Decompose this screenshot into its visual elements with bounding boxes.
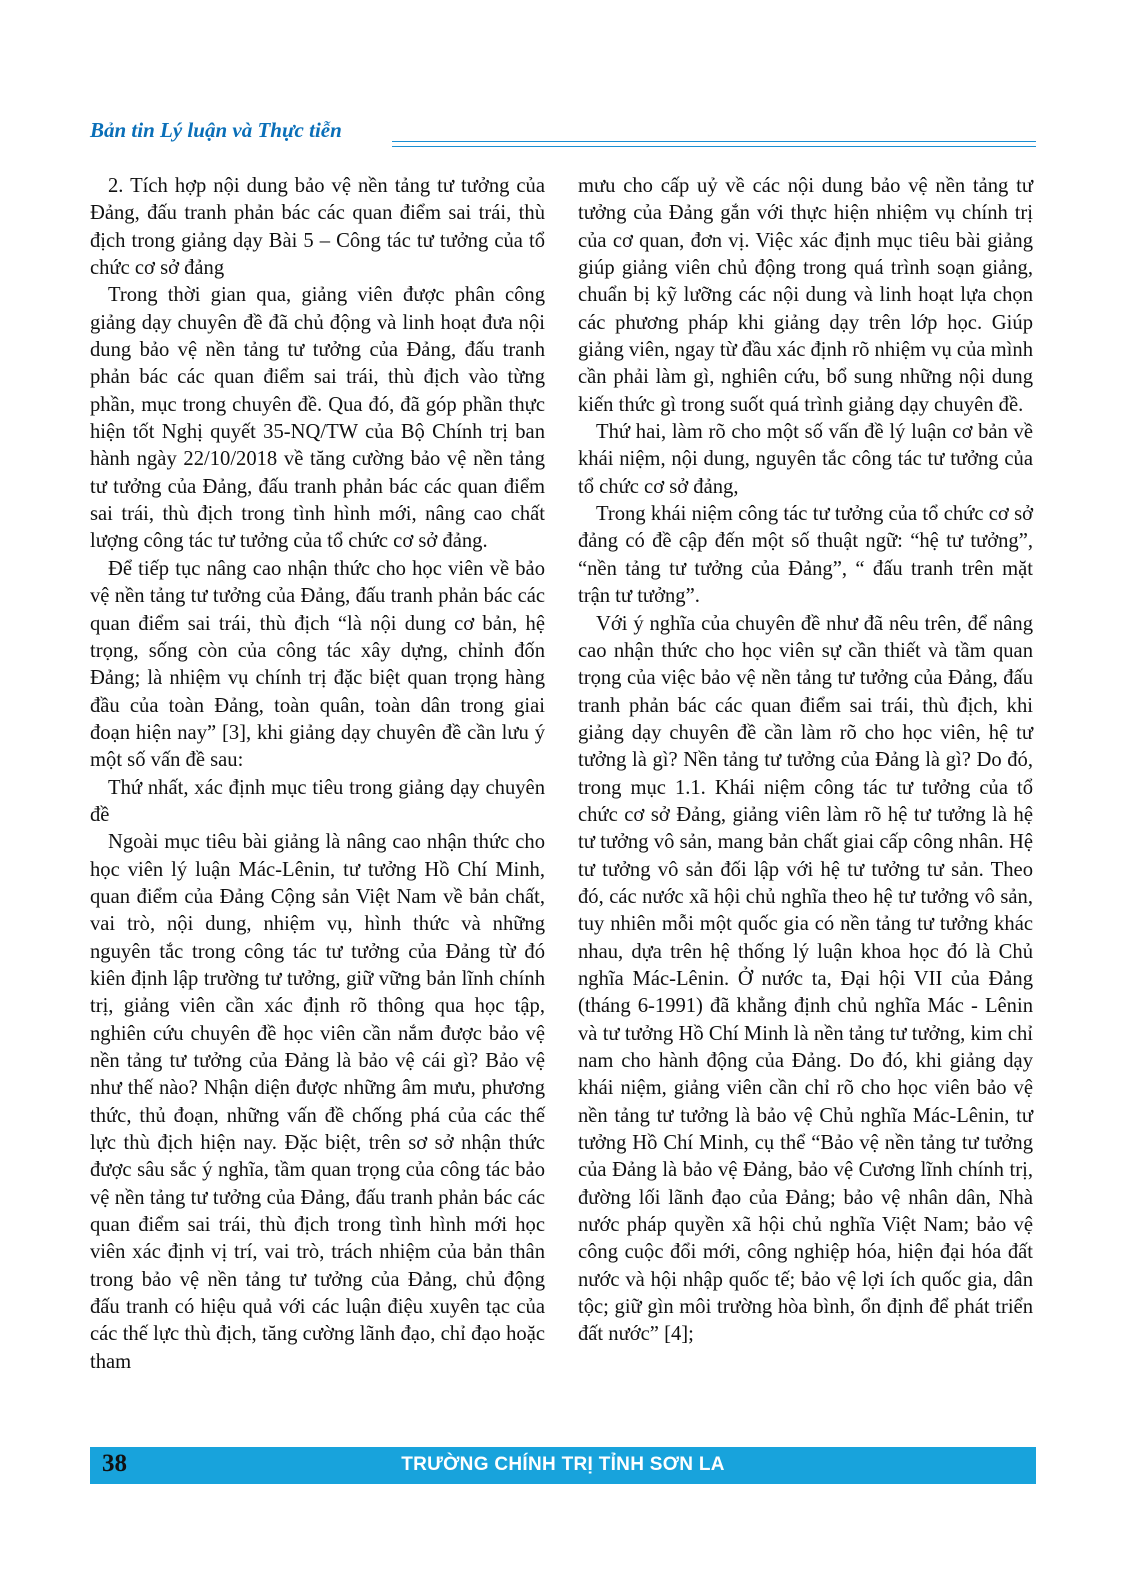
paragraph: Với ý nghĩa của chuyên đề như đã nêu trên, để nâng cao nhận thức cho học viên sự cần thiết và tầm quan trọng của việc bảo vệ nền tảng tư tưởng của Đảng, đấu tranh phản bác các quan điểm sai trái, thù địch, khi giảng dạy chuyên đề cần làm rõ cho học viên, hệ tư tưởng là gì? Nền tảng tư tưởng của Đảng là gì? Do đó, trong mục 1.1. Khái niệm công tác tư tưởng của tổ chức cơ sở Đảng, giảng viên làm rõ hệ tư tưởng là hệ tư tưởng vô sản, mang bản chất giai cấp công nhân. Hệ tư tưởng vô sản đối lập với hệ tư tưởng tư sản. Theo đó, các nước xã hội chủ nghĩa theo hệ tư tưởng vô sản, tuy nhiên mỗi một quốc gia có nền tảng tư tưởng khác nhau, dựa trên hệ thống lý luận khoa học đó là Chủ nghĩa Mác-Lênin. Ở nước ta, Đại hội VII của Đảng (tháng 6-1991) đã khẳng định chủ nghĩa Mác - Lênin và tư tưởng Hồ Chí Minh là nền tảng tư tưởng, kim chỉ nam cho hành động của Đảng. Do đó, khi giảng dạy khái niệm, giảng viên cần chỉ rõ cho học viên bảo vệ nền tảng tư tưởng là bảo vệ Chủ nghĩa Mác-Lênin, tư tưởng Hồ Chí Minh, cụ thể “Bảo vệ nền tảng tư tưởng của Đảng là bảo vệ Đảng, bảo vệ Cương lĩnh chính trị, đường lối lãnh đạo của Đảng; bảo vệ nhân dân, Nhà nước pháp quyền xã hội chủ nghĩa Việt Nam; bảo vệ công cuộc đổi mới, công nghiệp hóa, hiện đại hóa đất nước và hội nhập quốc tế; bảo vệ lợi ích quốc gia, dân tộc; giữ gìn môi trường hòa bình, ổn định để phát triển đất nước” [4]; bbox=[578, 612, 1033, 1346]
page-number: 38 bbox=[102, 1450, 127, 1477]
header-rule bbox=[392, 141, 1036, 142]
paragraph: Để tiếp tục nâng cao nhận thức cho học viên về bảo vệ nền tảng tư tưởng của Đảng, đấu tranh phản bác các quan điểm sai trái, thù địch “là nội dung cơ bản, hệ trọng, sống còn của công tác xây dựng, chỉnh đốn Đảng; là nhiệm vụ chính trị đặc biệt quan trọng hàng đầu của toàn Đảng, toàn quân, toàn dân trong giai đoạn hiện nay” [3], khi giảng dạy chuyên đề cần lưu ý một số vấn đề sau: bbox=[90, 557, 545, 772]
page-footer bbox=[90, 1447, 1036, 1484]
paragraph: Ngoài mục tiêu bài giảng là nâng cao nhận thức cho học viên lý luận Mác-Lênin, tư tưởng Hồ Chí Minh, quan điểm của Đảng Cộng sản Việt Nam về bản chất, vai trò, nội dung, nhiệm vụ, hình thức và những nguyên tắc trong công tác tư tưởng của Đảng từ đó kiên định lập trường tư tưởng, giữ vững bản lĩnh chính trị, giảng viên cần xác định rõ thông qua học tập, nghiên cứu chuyên đề học viên cần nắm được bảo vệ nền tảng tư tưởng của Đảng là bảo vệ cái gì? Bảo vệ như thế nào? Nhận diện được những âm mưu, phương thức, thủ đoạn, những vấn đề chống phá của các thế lực thù địch hiện nay. Đặc biệt, trên sơ sở nhận thức được sâu sắc ý nghĩa, tầm quan trọng của công tác bảo vệ nền tảng tư tưởng của Đảng, đấu tranh phản bác các quan điểm sai trái, thù địch trong tình hình mới học viên xác định vị trí, vai trò, trách nhiệm của bản thân trong bảo vệ nền tảng tư tưởng của Đảng, chủ động đấu tranh có hiệu quả với các luận điệu xuyên tạc của các thế lực thù địch, tăng cường lãnh đạo, chỉ đạo hoặc tham bbox=[90, 831, 545, 1373]
paragraph: Trong khái niệm công tác tư tưởng của tổ chức cơ sở đảng có đề cập đến một số thuật ngữ: “hệ tư tưởng”, “nền tảng tư tưởng của Đảng”, “ đấu tranh trên mặt trận tư tưởng”. bbox=[578, 503, 1033, 608]
publisher-name: TRƯỜNG CHÍNH TRỊ TỈNH SƠN LA bbox=[401, 1454, 725, 1475]
right-column bbox=[578, 173, 1033, 1349]
left-column bbox=[90, 173, 545, 1376]
paragraph: Trong thời gian qua, giảng viên được phân công giảng dạy chuyên đề đã chủ động và linh hoạt đưa nội dung bảo vệ nền tảng tư tưởng của Đảng, đấu tranh phản bác các quan điểm sai trái, thù địch vào từng phần, mục trong chuyên đề. Qua đó, đã góp phần thực hiện tốt Nghị quyết 35-NQ/TW của Bộ Chính trị ban hành ngày 22/10/2018 về tăng cường bảo vệ nền tảng tư tưởng của Đảng, đấu tranh phản bác các quan điểm sai trái, thù địch trong tình hình mới, nâng cao chất lượng công tác tư tưởng của tổ chức cơ sở đảng. bbox=[90, 284, 545, 553]
section-heading: 2. Tích hợp nội dung bảo vệ nền tảng tư tưởng của Đảng, đấu tranh phản bác các quan điểm sai trái, thù địch trong giảng dạy Bài 5 – Công tác tư tưởng của tổ chức cơ sở đảng bbox=[90, 175, 545, 280]
paragraph-continued: mưu cho cấp uỷ về các nội dung bảo vệ nền tảng tư tưởng của Đảng gắn với thực hiện nhiệm vụ chính trị của cơ quan, đơn vị. Việc xác định mục tiêu bài giảng giúp giảng viên chủ động trong quá trình soạn giảng, chuẩn bị kỹ lưỡng các nội dung và linh hoạt lựa chọn các phương pháp khi giảng dạy trên lớp học. Giúp giảng viên, ngay từ đầu xác định rõ nhiệm vụ của mình cần phải làm gì, nghiên cứu, bổ sung những nội dung kiến thức gì trong suốt quá trình giảng dạy chuyên đề. bbox=[578, 175, 1033, 416]
bulletin-title: Bản tin Lý luận và Thực tiễn bbox=[90, 118, 342, 142]
page-header bbox=[90, 116, 1036, 150]
subheading: Thứ nhất, xác định mục tiêu trong giảng dạy chuyên đề bbox=[90, 776, 545, 826]
header-rule-secondary bbox=[392, 146, 1036, 147]
subheading: Thứ hai, làm rõ cho một số vấn đề lý luận cơ bản về khái niệm, nội dung, nguyên tắc công tác tư tưởng của tổ chức cơ sở đảng, bbox=[578, 421, 1033, 498]
